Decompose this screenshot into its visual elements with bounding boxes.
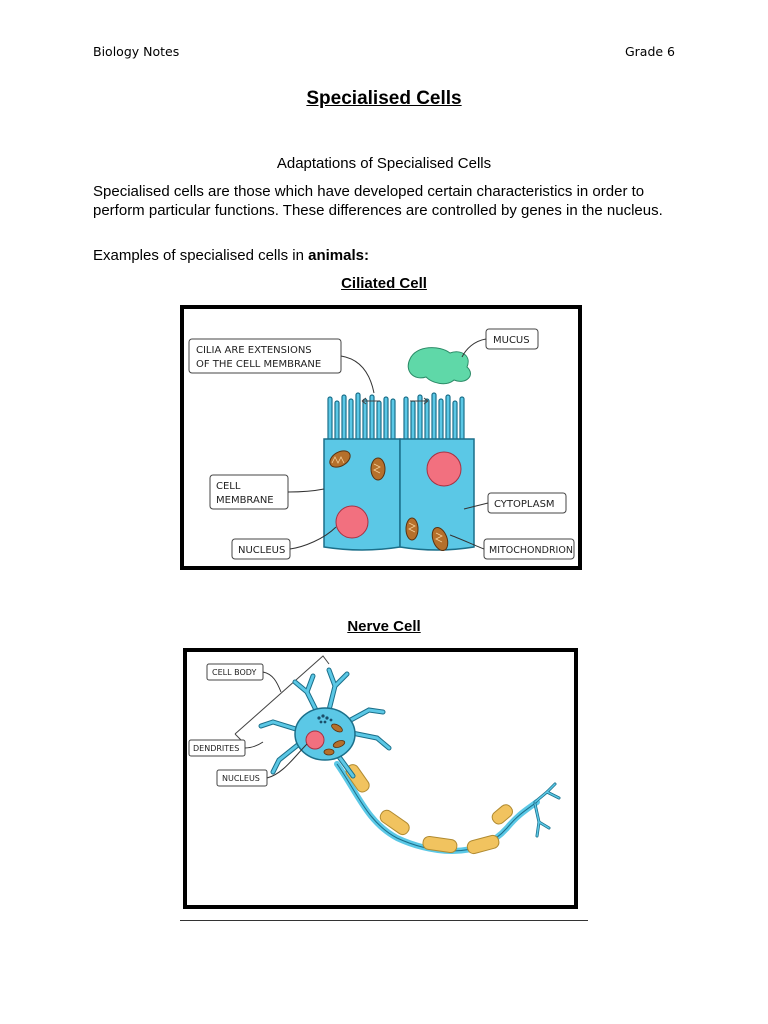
- ciliated-cell-diagram: [184, 309, 578, 566]
- label-cell-body: CELL BODY: [212, 668, 257, 677]
- label-cilia-line2: OF THE CELL MEMBRANE: [196, 359, 322, 370]
- nerve-cell-figure: [183, 648, 578, 909]
- label-dendrites: DENDRITES: [193, 744, 240, 753]
- nerve-cell-diagram: [187, 652, 574, 905]
- figure-title-nerve-cell: Nerve Cell: [347, 618, 421, 635]
- label-membrane-line2: MEMBRANE: [216, 495, 274, 506]
- myelin-sheaths: [344, 762, 515, 855]
- header-left: Biology Notes: [93, 44, 180, 59]
- figure-title-ciliated-cell: Ciliated Cell: [341, 275, 427, 292]
- cilia-right: [404, 393, 464, 441]
- label-mucus: MUCUS: [493, 335, 530, 346]
- ciliated-cell-figure: [180, 305, 582, 570]
- cilia-left: [328, 393, 395, 441]
- examples-line: [93, 247, 369, 264]
- intro-paragraph: Specialised cells are those which have developed certain characteristics in order to perform particular functions. These differences are controlled by genes in the nucleus.: [93, 183, 663, 219]
- label-mitochondrion: MITOCHONDRION: [489, 545, 573, 556]
- examples-prefix: Examples of specialised cells in: [93, 247, 309, 264]
- page-title: Specialised Cells: [306, 88, 462, 109]
- label-cytoplasm: CYTOPLASM: [494, 499, 555, 510]
- label-cilia-line1: CILIA ARE EXTENSIONS: [196, 345, 312, 356]
- header-right: Grade 6: [624, 44, 675, 59]
- examples-bold: animals:: [308, 247, 369, 264]
- label-nerve-nucleus: NUCLEUS: [222, 774, 260, 783]
- page-subtitle: Adaptations of Specialised Cells: [276, 155, 492, 172]
- nerve-nucleus: [306, 731, 324, 749]
- nucleus-left: [336, 506, 368, 538]
- nucleus-right: [427, 452, 461, 486]
- mucus-blob: [408, 348, 470, 384]
- bottom-rule: [180, 920, 588, 921]
- label-membrane-line1: CELL: [216, 481, 241, 492]
- label-nucleus: NUCLEUS: [238, 545, 286, 556]
